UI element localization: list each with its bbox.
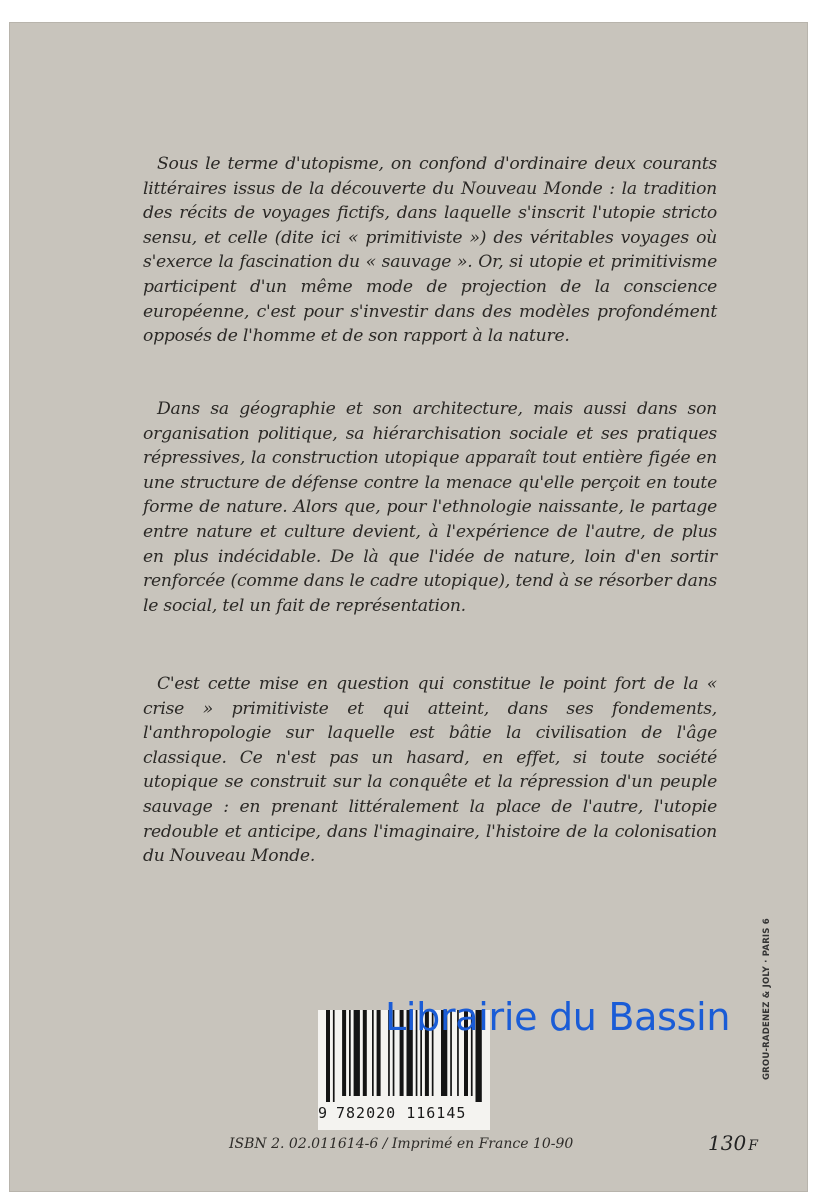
barcode-bar (333, 1010, 335, 1102)
barcode-bar (342, 1010, 346, 1096)
barcode-bar (326, 1010, 330, 1102)
barcode-bar (354, 1010, 360, 1096)
barcode-first-digit: 9 (318, 1104, 329, 1122)
isbn-line: ISBN 2. 02.011614-6 / Imprimé en France 10-90 (229, 1136, 574, 1152)
blurb-paragraph-2: Dans sa géographie et son architecture, mais aussi dans son organisation politique, sa hiérarchisation sociale et ses pratiques répressives, la construction utopique apparaît tout entière figée en une structure de défense contre la menace qu'elle perçoit en toute forme de nature. Alors que, pour l'ethnologie naissante, le partage entre nature et culture devient, à l'expérience de l'autre, de plus en plus indécidable. De là que l'idée de nature, loin d'en sortir renforcée (comme dans le cadre utopique), tend à se résorber dans le social, tel un fait de représentation. (143, 399, 717, 616)
barcode-bar (363, 1010, 367, 1096)
barcode-bar (377, 1010, 381, 1096)
watermark-text: Librairie du Bassin (385, 995, 731, 1039)
price-unit: F (748, 1138, 758, 1154)
price-amount: 130 (708, 1131, 747, 1155)
price (708, 1131, 758, 1155)
barcode-digits: 782020 116145 (336, 1104, 467, 1122)
printer-credit: GROU-RADENEZ & JOLY · PARIS 6 (762, 918, 772, 1080)
blurb-paragraph-3: C'est cette mise en question qui constitue le point fort de la « crise » primitiviste et qui atteint, dans ses fondements, l'anthropologie sur laquelle est bâtie la civilisation de l'âge classique. Ce n'est pas un hasard, en effet, si toute société utopique se construit sur la conquête et la répression d'un peuple sauvage : en prenant littéralement la place de l'autre, l'utopie redouble et anticipe, dans l'imaginaire, l'histoire de la colonisation du Nouveau Monde. (143, 674, 717, 867)
blurb-paragraph-1: Sous le terme d'utopisme, on confond d'ordinaire deux courants littéraires issus de la découverte du Nouveau Monde : la tradition des récits de voyages fictifs, dans laquelle s'inscrit l'utopie stricto sensu, et celle (dite ici « primitiviste ») des véritables voyages où s'exerce la fascination du « sauvage ». Or, si utopie et primitivisme participent d'un même mode de projection de la conscience européenne, c'est pour s'investir dans des modèles profondément opposés de l'homme et de son rapport à la nature. (143, 154, 717, 347)
barcode-bar (372, 1010, 374, 1096)
barcode-bar (349, 1010, 351, 1096)
